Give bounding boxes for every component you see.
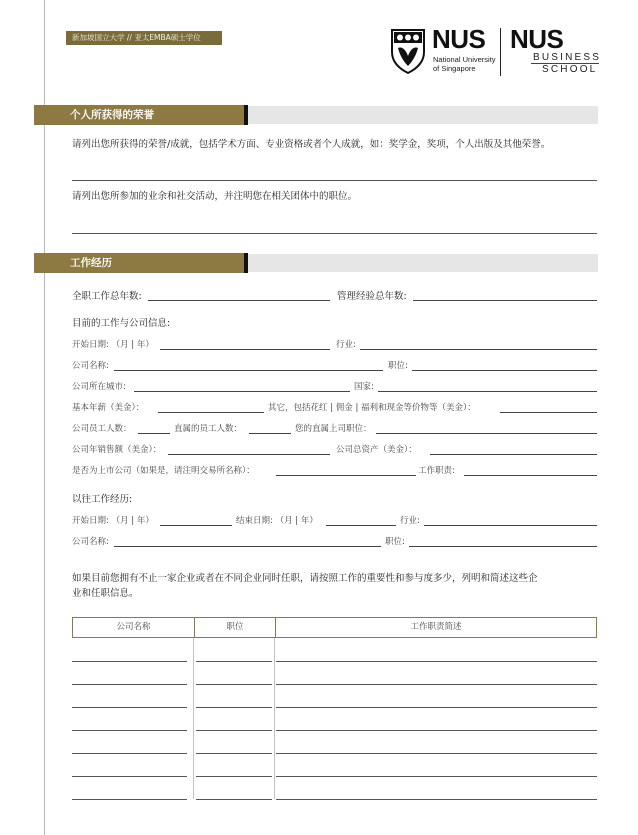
past-position-label: 职位: bbox=[385, 537, 405, 547]
nus-crest-icon bbox=[390, 28, 426, 74]
table-cell-line[interactable] bbox=[196, 730, 272, 731]
mgmt-years-field[interactable] bbox=[413, 300, 597, 301]
nus-logos bbox=[390, 24, 600, 80]
start-date-label: 开始日期: （月 | 年） bbox=[72, 340, 154, 350]
city-label: 公司所在城市: bbox=[72, 382, 126, 392]
logo-divider bbox=[500, 28, 501, 76]
table-cell-line[interactable] bbox=[276, 799, 597, 800]
annual-sales-field[interactable] bbox=[168, 454, 330, 455]
table-cell-line[interactable] bbox=[276, 661, 597, 662]
position-field[interactable] bbox=[412, 370, 597, 371]
table-cell-line[interactable] bbox=[276, 707, 597, 708]
company-name-label: 公司名称: bbox=[72, 361, 109, 371]
nus-logo-text: NUS bbox=[432, 24, 486, 54]
city-field[interactable] bbox=[134, 391, 350, 392]
mgmt-years-label: 管理经验总年数: bbox=[337, 291, 407, 302]
column-duties: 工作职责简述 bbox=[410, 622, 462, 632]
past-end-field[interactable] bbox=[326, 525, 396, 526]
honors-question: 请列出您所获得的荣誉/成就，包括学术方面、专业资格或者个人成就，如：奖学金，奖项，个人出版及其他荣誉。 bbox=[72, 139, 551, 150]
base-salary-label: 基本年薪（美金）： bbox=[72, 403, 145, 413]
nus-subtitle-line1: National University bbox=[433, 55, 496, 64]
listed-company-field[interactable] bbox=[276, 475, 416, 476]
country-field[interactable] bbox=[378, 391, 597, 392]
table-cell-line[interactable] bbox=[196, 753, 272, 754]
past-end-label: 结束日期: （月 | 年） bbox=[236, 516, 318, 526]
section2-title: 工作经历 bbox=[34, 253, 244, 273]
table-cell-line[interactable] bbox=[72, 730, 187, 731]
nus-business-logo-text: NUS bbox=[510, 24, 564, 54]
positions-table-header bbox=[72, 617, 597, 638]
industry-label: 行业: bbox=[336, 340, 356, 350]
supervisor-title-label: 您的直属上司职位： bbox=[295, 424, 372, 434]
full-time-years-label: 全职工作总年数: bbox=[72, 291, 142, 302]
page-margin-line bbox=[44, 0, 45, 835]
employees-label: 公司员工人数： bbox=[72, 424, 132, 434]
table-cell-line[interactable] bbox=[196, 661, 272, 662]
base-salary-field[interactable] bbox=[158, 412, 264, 413]
table-cell-line[interactable] bbox=[72, 707, 187, 708]
honors-answer-line[interactable] bbox=[72, 180, 597, 181]
total-assets-label: 公司总资产（美金）： bbox=[336, 445, 417, 455]
company-name-field[interactable] bbox=[114, 370, 383, 371]
supervisor-title-field[interactable] bbox=[376, 433, 597, 434]
total-assets-field[interactable] bbox=[430, 454, 597, 455]
industry-field[interactable] bbox=[360, 349, 597, 350]
table-cell-line[interactable] bbox=[72, 684, 187, 685]
section1-banner-mark bbox=[244, 105, 248, 125]
school-word: SCHOOL bbox=[542, 64, 598, 75]
past-company-field[interactable] bbox=[114, 546, 381, 547]
nus-subtitle-line2: of Singapore bbox=[433, 63, 476, 73]
past-position-field[interactable] bbox=[409, 546, 597, 547]
table-cell-line[interactable] bbox=[276, 753, 597, 754]
column-position: 职位 bbox=[226, 622, 244, 632]
direct-reports-field[interactable] bbox=[249, 433, 291, 434]
concurrent-note-line1: 如果目前您拥有不止一家企业或者在不同企业同时任职，请按照工作的重要性和参与度多少，列明和简述这些企 bbox=[72, 573, 538, 584]
past-industry-label: 行业: bbox=[400, 516, 420, 526]
duties-field[interactable] bbox=[464, 475, 597, 476]
section1-title: 个人所获得的荣誉 bbox=[34, 105, 244, 125]
start-date-field[interactable] bbox=[160, 349, 330, 350]
direct-reports-label: 直属的员工人数： bbox=[174, 424, 243, 434]
nus-logo-subtitle bbox=[433, 56, 503, 73]
annual-sales-label: 公司年销售额（美金）： bbox=[72, 445, 162, 455]
listed-company-label: 是否为上市公司（如果是，请注明交易所名称）： bbox=[72, 466, 255, 476]
business-word: BUSINESS bbox=[533, 52, 602, 63]
concurrent-note-line2: 业和任职信息。 bbox=[72, 588, 139, 599]
table-cell-line[interactable] bbox=[196, 707, 272, 708]
table-column-divider bbox=[193, 638, 194, 799]
table-cell-line[interactable] bbox=[72, 776, 187, 777]
country-label: 国家: bbox=[354, 382, 374, 392]
employees-field[interactable] bbox=[138, 433, 170, 434]
section2-banner-mark bbox=[244, 253, 248, 273]
table-cell-line[interactable] bbox=[72, 661, 187, 662]
activities-question: 请列出您所参加的业余和社交活动，并注明您在相关团体中的职位。 bbox=[72, 191, 358, 202]
other-comp-field[interactable] bbox=[500, 412, 597, 413]
position-label: 职位: bbox=[388, 361, 408, 371]
table-cell-line[interactable] bbox=[276, 684, 597, 685]
past-start-field[interactable] bbox=[160, 525, 232, 526]
table-cell-line[interactable] bbox=[72, 753, 187, 754]
table-cell-line[interactable] bbox=[276, 730, 597, 731]
column-company-name: 公司名称 bbox=[116, 622, 151, 632]
program-tag: 新加坡国立大学 // 亚太EMBA硕士学位 bbox=[66, 31, 222, 45]
past-industry-field[interactable] bbox=[424, 525, 597, 526]
other-comp-label: 其它，包括花红 | 佣金 | 福利和现金等价物等（美金）： bbox=[268, 403, 476, 413]
table-cell-line[interactable] bbox=[72, 799, 187, 800]
past-start-label: 开始日期: （月 | 年） bbox=[72, 516, 154, 526]
section1-banner-grey bbox=[248, 106, 598, 124]
section2-banner-grey bbox=[248, 254, 598, 272]
past-company-label: 公司名称: bbox=[72, 537, 109, 547]
current-job-heading: 目前的工作与公司信息: bbox=[72, 318, 171, 329]
past-job-heading: 以往工作经历: bbox=[72, 494, 133, 505]
table-cell-line[interactable] bbox=[196, 684, 272, 685]
table-column-divider bbox=[274, 638, 275, 799]
table-cell-line[interactable] bbox=[276, 776, 597, 777]
table-cell-line[interactable] bbox=[196, 776, 272, 777]
full-time-years-field[interactable] bbox=[148, 300, 330, 301]
duties-label: 工作职责: bbox=[418, 466, 455, 476]
table-cell-line[interactable] bbox=[196, 799, 272, 800]
activities-answer-line[interactable] bbox=[72, 233, 597, 234]
